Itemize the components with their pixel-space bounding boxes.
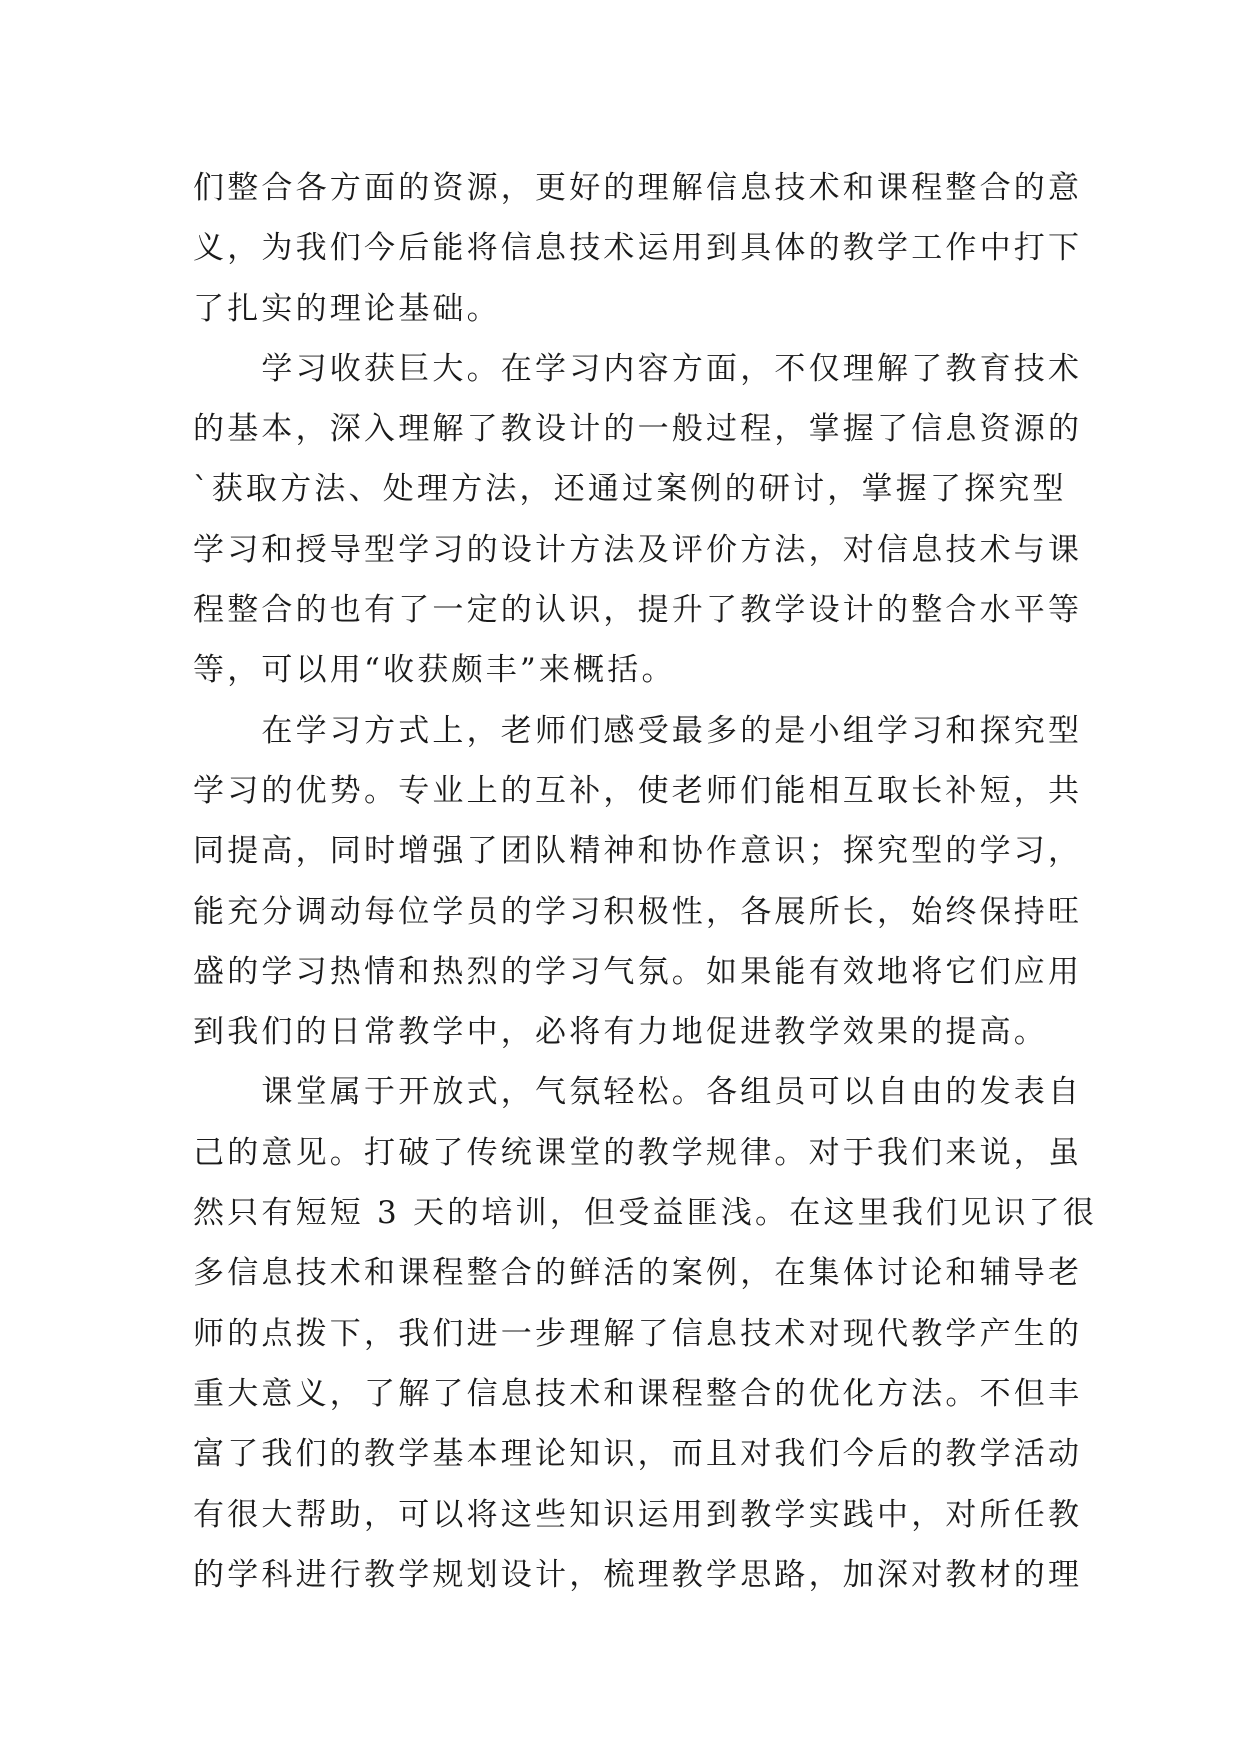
text-line: 师的点拨下，我们进一步理解了信息技术对现代教学产生的 <box>193 1315 1083 1352</box>
text-line: 能充分调动每位学员的学习积极性，各展所长，始终保持旺 <box>193 893 1083 930</box>
text-line: 课堂属于开放式，气氛轻松。各组员可以自由的发表自 <box>193 1074 1083 1111</box>
text-line: 等，可以用“收获颇丰”来概括。 <box>193 652 676 689</box>
text-line: 的学科进行教学规划设计，梳理教学思路，加深对教材的理 <box>193 1556 1083 1593</box>
text-line: 多信息技术和课程整合的鲜活的案例，在集体讨论和辅导老 <box>193 1255 1083 1292</box>
text-line: 到我们的日常教学中，必将有力地促进教学效果的提高。 <box>193 1014 1048 1051</box>
text-line: 程整合的也有了一定的认识，提升了教学设计的整合水平等 <box>193 592 1083 629</box>
text-line: 学习和授导型学习的设计方法及评价方法，对信息技术与课 <box>193 531 1083 568</box>
text-line: 重大意义，了解了信息技术和课程整合的优化方法。不但丰 <box>193 1375 1083 1412</box>
text-line: 同提高，同时增强了团队精神和协作意识；探究型的学习， <box>193 833 1083 870</box>
body-text <box>193 158 1098 1605</box>
text-line: 在学习方式上，老师们感受最多的是小组学习和探究型 <box>193 712 1083 749</box>
text-line: 有很大帮助，可以将这些知识运用到教学实践中，对所任教 <box>193 1496 1083 1533</box>
text-line: 学习收获巨大。在学习内容方面，不仅理解了教育技术 <box>193 350 1083 387</box>
text-line: 然只有短短 3 天的培训，但受益匪浅。在这里我们见识了很 <box>193 1195 1098 1232</box>
text-line: 了扎实的理论基础。 <box>193 290 501 327</box>
text-line: 盛的学习热情和热烈的学习气氛。如果能有效地将它们应用 <box>193 953 1083 990</box>
text-line: 富了我们的教学基本理论知识，而且对我们今后的教学活动 <box>193 1436 1083 1473</box>
text-line: 己的意见。打破了传统课堂的教学规律。对于我们来说，虽 <box>193 1134 1083 1171</box>
text-line: 的基本，深入理解了教设计的一般过程，掌握了信息资源的 <box>193 411 1083 448</box>
text-line: 们整合各方面的资源，更好的理解信息技术和课程整合的意 <box>193 170 1083 206</box>
text-line: `获取方法、处理方法，还通过案例的研讨，掌握了探究型 <box>193 471 1067 508</box>
text-line: 学习的优势。专业上的互补，使老师们能相互取长补短，共 <box>193 772 1083 809</box>
text-line: 义，为我们今后能将信息技术运用到具体的教学工作中打下 <box>193 230 1083 267</box>
